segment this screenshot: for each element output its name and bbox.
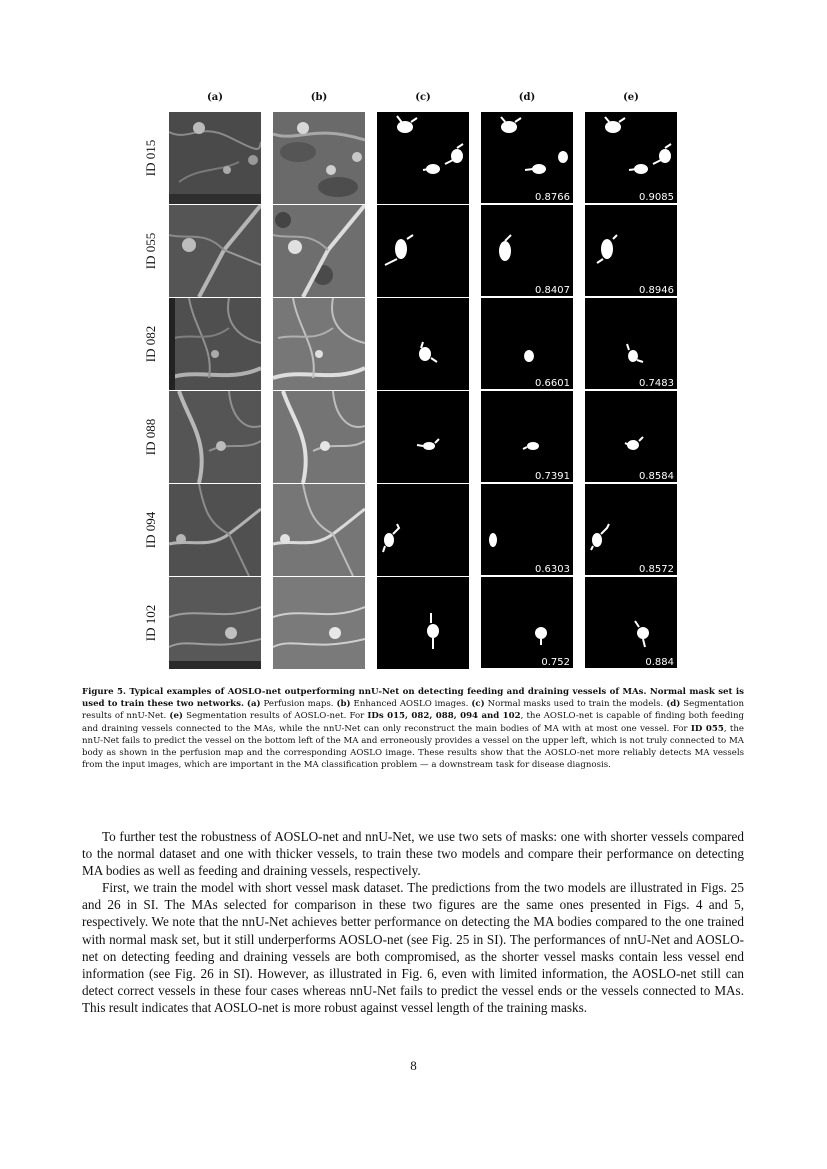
normal-mask-image [377,298,469,390]
score-underline [585,389,677,390]
dice-score-label: 0.884 [645,657,674,668]
paragraph: To further test the robustness of AOSLO-net and nnU-Net, we use two sets of masks: one with shorter vessels compared to the normal dataset and one with thicker vessels, to train these two models and compare their performance on detecting MA bodies as well as feeding and draining vessels, respectively. [82,829,744,879]
enhanced-aoslo-image [273,577,365,669]
aoslo-net-segmentation-image [585,391,677,483]
enhanced-aoslo-image [273,391,365,483]
normal-mask-image [377,391,469,483]
score-underline [481,389,573,390]
perfusion-map-image [169,112,261,204]
column-label-d: (d) [518,92,536,103]
aoslo-net-segmentation-image [585,577,677,669]
dice-score-label: 0.7483 [639,378,674,389]
normal-mask-image [377,205,469,297]
body-text [82,828,744,1016]
caption-label-e: (e) [169,711,183,722]
nnunet-segmentation-image [481,205,573,297]
score-underline [585,482,677,483]
score-underline [481,575,573,576]
score-underline [585,668,677,669]
caption-title: Figure 5. Typical examples of AOSLO-net outperforming nnU-Net on detecting feeding and draining vessels of MAs. Normal mask set is used to train these two networks. [82,687,744,710]
dice-score-label: 0.6303 [535,564,570,575]
score-underline [481,668,573,669]
caption-text-e: Segmentation results of AOSLO-net. For [183,711,368,722]
perfusion-map-image [169,577,261,669]
paragraph: First, we train the model with short vessel mask dataset. The predictions from the two models are illustrated in Figs. 25 and 26 in SI. The MAs selected for comparison in these two figures are the same ones presented in Figs. 4 and 5, respectively. We note that the nnU-Net achieves better performance on detecting the MA bodies compared to the one trained with normal mask set, but it still underperforms AOSLO-net (see Fig. 25 in SI). The performances of nnU-Net and AOSLO-net on detecting feeding and draining vessels are both compromised, as the shorter vessel masks contain less vessel end information (see Fig. 26 in SI). However, as illustrated in Fig. 6, even with limited information, the AOSLO-net still can detect correct vessels in these four cases whereas nnU-Net fails to predict the vessel ends or the vessels connected to MAs. This result indicates that AOSLO-net is more robust against vessel length of the training masks. [82,880,744,1015]
column-label-c: (c) [415,92,431,103]
column-label-e: (e) [623,92,639,103]
row-label: ID 055 [143,232,158,270]
perfusion-map-image [169,205,261,297]
column-label-a: (a) [207,92,223,103]
enhanced-aoslo-image [273,205,365,297]
enhanced-aoslo-image [273,298,365,390]
score-underline [481,296,573,297]
row-label: ID 015 [143,139,158,177]
dice-score-label: 0.8572 [639,564,674,575]
row-label: ID 088 [143,418,158,456]
dice-score-label: 0.752 [541,657,570,668]
nnunet-segmentation-image [481,298,573,390]
score-underline [585,575,677,576]
normal-mask-image [377,577,469,669]
caption-label-a: (a) [246,699,261,710]
enhanced-aoslo-image [273,484,365,576]
perfusion-map-image [169,391,261,483]
aoslo-net-segmentation-image [585,205,677,297]
caption-id055-label: ID 055 [690,723,724,734]
dice-score-label: 0.7391 [535,471,570,482]
perfusion-map-image [169,298,261,390]
nnunet-segmentation-image [481,391,573,483]
caption-text-b: Enhanced AOSLO images. [350,699,472,710]
nnunet-segmentation-image [481,112,573,204]
dice-score-label: 0.6601 [535,378,570,389]
dice-score-label: 0.8584 [639,471,674,482]
score-underline [585,296,677,297]
perfusion-map-image [169,484,261,576]
caption-text-c: Normal masks used to train the models. [484,699,667,710]
enhanced-aoslo-image [273,112,365,204]
nnunet-segmentation-image [481,577,573,669]
row-label: ID 094 [143,511,158,549]
dice-score-label: 0.8946 [639,285,674,296]
dice-score-label: 0.8766 [535,192,570,203]
figure-caption [82,686,744,771]
caption-id055-text: , the nnU-Net fails to predict the vessel on the bottom left of the MA and erroneously provides a vessel on the upper left, which is not truly connected to MA body as shown in the perfusion map and the corresponding AOSLO image. These results show that the AOSLO-net more reliably detects MA vessels from the input images, which are important in the MA classification problem — a downstream task for disease diagnosis. [82,723,744,771]
normal-mask-image [377,484,469,576]
caption-label-d: (d) [666,699,681,710]
row-label: ID 082 [143,325,158,363]
score-underline [481,482,573,483]
caption-text-a: Perfusion maps. [260,699,337,710]
nnunet-segmentation-image [481,484,573,576]
dice-score-label: 0.9085 [639,192,674,203]
aoslo-net-segmentation-image [585,112,677,204]
aoslo-net-segmentation-image [585,298,677,390]
aoslo-net-segmentation-image [585,484,677,576]
caption-label-c: (c) [471,699,485,710]
normal-mask-image [377,112,469,204]
score-underline [481,203,573,204]
caption-ids-text: , the AOSLO-net is capable of finding both feeding and draining vessels connected to the MAs, while the nnU-Net can only reconstruct the main bodies of MA with at most one vessel. For [82,711,744,734]
dice-score-label: 0.8407 [535,285,570,296]
row-label: ID 102 [143,604,158,642]
caption-ids-label: IDs 015, 082, 088, 094 and 102 [367,711,521,722]
page-number: 8 [410,1058,417,1073]
score-underline [585,203,677,204]
caption-label-b: (b) [336,699,351,710]
column-label-b: (b) [310,92,328,103]
caption-text-d: Segmentation results of nnU-Net. [82,699,744,722]
